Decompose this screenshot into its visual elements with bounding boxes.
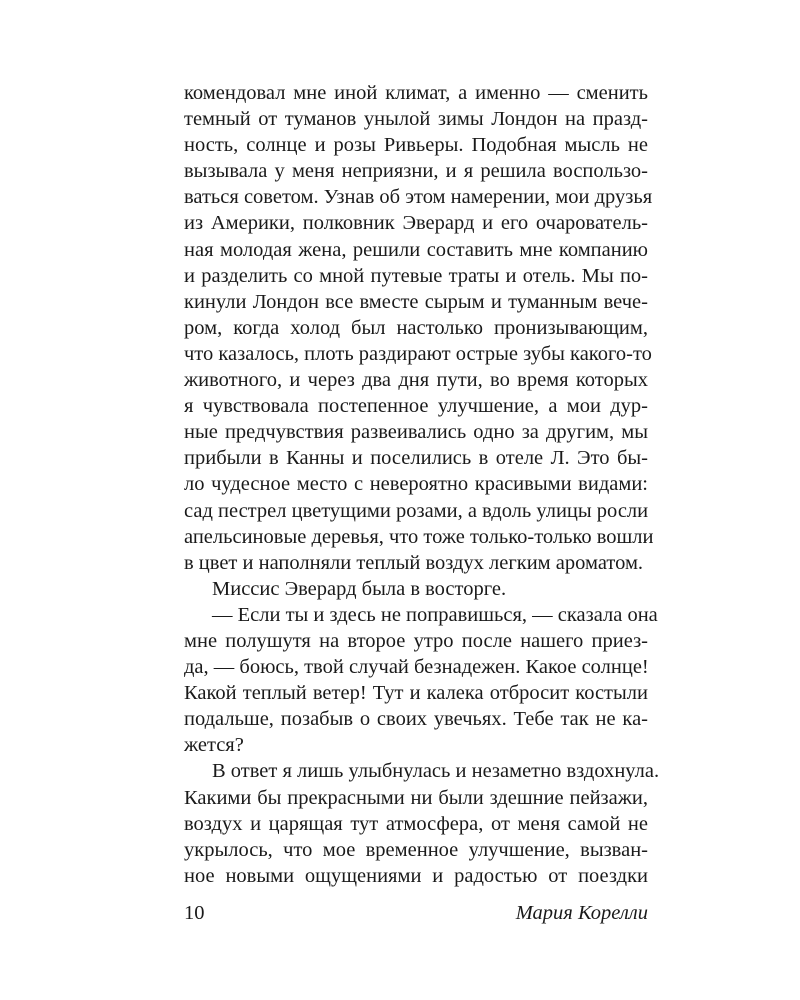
text-line: Какой теплый ветер! Тут и калека отбросит костыли xyxy=(184,682,648,705)
paragraph-start-line: — Если ты и здесь не поправишься, — сказала она xyxy=(212,603,658,626)
text-line: ваться советом. Узнав об этом намерении, мои друзья xyxy=(184,186,653,209)
text-line: ные предчувствия развеивались одно за другим, мы xyxy=(184,421,648,444)
text-line: ное новыми ощущениями и радостью от поездки xyxy=(184,864,648,887)
text-line: апельсиновые деревья, что тоже только-только вошли xyxy=(184,525,654,548)
text-line: Какими бы прекрасными ни были здешние пейзажи, xyxy=(184,786,648,809)
page-footer xyxy=(184,900,648,926)
page-number: 10 xyxy=(184,902,205,924)
text-line: укрылось, что мое временное улучшение, вызван- xyxy=(184,838,648,861)
text-line: в цвет и наполняли теплый воздух легким ароматом. xyxy=(184,551,644,574)
text-line: жется? xyxy=(184,734,244,757)
paragraph-start-line: В ответ я лишь улыбнулась и незаметно вздохнула. xyxy=(212,760,660,783)
text-line: подальше, позабыв о своих увечьях. Тебе так не ка- xyxy=(184,708,648,731)
paragraph-start-line: Миссис Эверард была в восторге. xyxy=(212,577,507,600)
text-line: животного, и через два дня пути, во время которых xyxy=(184,369,648,392)
text-line: ло чудесное место с невероятно красивыми видами: xyxy=(184,473,648,496)
text-line: комендовал мне иной климат, а именно — сменить xyxy=(184,82,648,104)
text-line: да, — боюсь, твой случай безнадежен. Какое солнце! xyxy=(184,656,649,679)
text-line: и разделить со мной путевые траты и отель. Мы по- xyxy=(184,264,648,287)
text-line: сад пестрел цветущими розами, а вдоль улицы росли xyxy=(184,499,649,522)
text-line: кинули Лондон все вместе сырым и туманным вече- xyxy=(184,290,648,313)
text-line: воздух и царящая тут атмосфера, от меня самой не xyxy=(184,812,648,835)
text-line: ная молодая жена, решили составить мне компанию xyxy=(184,238,648,261)
text-line: ром, когда холод был настолько пронизывающим, xyxy=(184,316,648,339)
body-text xyxy=(184,80,660,889)
running-title: Мария Корелли xyxy=(515,902,648,924)
text-line: ность, солнце и розы Ривьеры. Подобная мысль не xyxy=(184,134,648,157)
text-line: вызывала у меня неприязни, и я решила воспользо- xyxy=(184,160,648,183)
text-line: темный от туманов унылой зимы Лондон на празд- xyxy=(184,108,648,131)
text-line: мне полушутя на второе утро после нашего приез- xyxy=(184,629,648,652)
text-line: из Америки, полковник Эверард и его очарователь- xyxy=(184,212,648,235)
text-line: что казалось, плоть раздирают острые зубы какого-то xyxy=(184,342,652,365)
text-line: прибыли в Канны и поселились в отеле Л. Это бы- xyxy=(184,447,648,470)
text-line: я чувствовала постепенное улучшение, а мои дур- xyxy=(184,395,648,418)
